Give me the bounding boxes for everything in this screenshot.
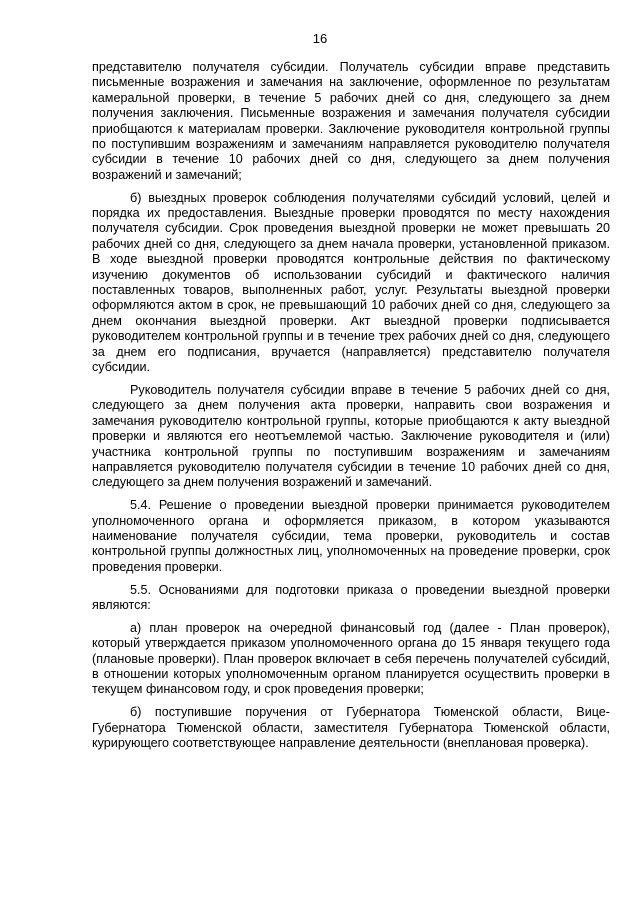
page-number: 16 xyxy=(312,31,328,46)
paragraph-onsite-inspections: б) выездных проверок соблюдения получателями субсидий условий, целей и порядка их предоставления. Выездные проверки проводятся по месту нахождения получателя субсидии. Срок проведения выездной проверки не может превышать 20 рабочих дней со дня, следующего за днем начала проверки, установленной приказом. В ходе выездной проверки проводятся контрольные действия по фактическому изучению документов об использовании субсидий и фактического наличия поставленных товаров, выполненных работ, услуг. Результаты выездной проверки оформляются актом в срок, не превышающий 10 рабочих дней со дня, следующего за днем окончания выездной проверки. Акт выездной проверки подписывается руководителем контрольной группы и в течение трех рабочих дней со дня, следующего за днем его подписания, вручается (направляется) представителю получателя субсидии. xyxy=(92,190,610,375)
paragraph-recipient-objections: Руководитель получателя субсидии вправе в течение 5 рабочих дней со дня, следующего за днем получения акта проверки, направить свои возражения и замечания руководителю контрольной группы, которые приобщаются к акту выездной проверки и являются его неотъемлемой частью. Заключение руководителя и (или) участника контрольной группы по поступившим возражениям и замечаниям направляется руководителю получателя субсидии в течение 10 рабочих дней со дня, следующего за днем получения возражений и замечаний. xyxy=(92,382,610,490)
paragraph-5-5-a: а) план проверок на очередной финансовый год (далее - План проверок), который утверждается приказом уполномоченного органа до 15 января текущего года (плановые проверки). План проверок включает в себя перечень получателей субсидий, в отношении которых уполномоченным органом планируется осуществить проверки в текущем финансовом году, и срок проведения проверки; xyxy=(92,620,610,697)
document-body xyxy=(92,60,610,759)
paragraph-5-4: 5.4. Решение о проведении выездной проверки принимается руководителем уполномоченного органа и оформляется приказом, в котором указываются наименование получателя субсидии, тема проверки, руководитель и состав контрольной группы должностных лиц, уполномоченных на проведение проверки, срок проведения проверки. xyxy=(92,498,610,574)
paragraph-continuation: представителю получателя субсидии. Получатель субсидии вправе представить письменные возражения и замечания на заключение, оформленное по результатам камеральной проверки, в течение 5 рабочих дней со дня, следующего за днем получения заключения. Письменные возражения и замечания получателя субсидии приобщаются к материалам проверки. Заключение руководителя контрольной группы по поступившим возражениям и замечаниям направляется руководителю получателя субсидии в течение 10 рабочих дней со дня, следующего за днем получения возражений и замечаний; xyxy=(92,60,610,182)
paragraph-5-5: 5.5. Основаниями для подготовки приказа о проведении выездной проверки являются: xyxy=(92,582,610,612)
paragraph-5-5-b: б) поступившие поручения от Губернатора Тюменской области, Вице-Губернатора Тюменской области, заместителя Губернатора Тюменской области, курирующего соответствующее направление деятельности (внеплановая проверка). xyxy=(92,705,610,750)
